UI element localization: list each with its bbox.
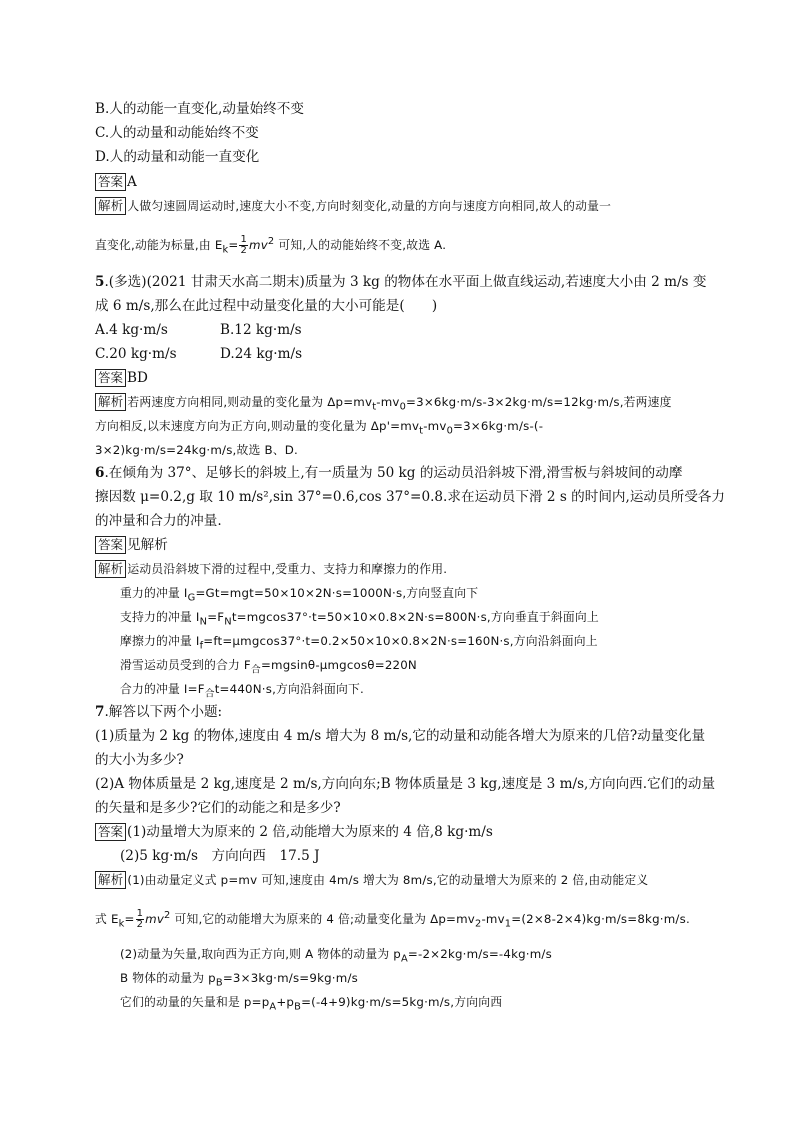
q5-option-c: C.20 kg·m/s bbox=[95, 346, 177, 362]
analysis-tag: 解析 bbox=[95, 560, 126, 578]
q4-answer-value: A bbox=[127, 174, 137, 190]
q4-analysis-line-2: 直变化,动能为标量,由 $E_k=$ $\frac{1}{2}$ $mv^2$ 可知,人的动能始终不变,故选 A. bbox=[95, 233, 447, 256]
q7-analysis-part2-line-3: 它们的动量的矢量和是 $p=p_A+p_B=(-4+9)kg\cdot m/s=5kg\cdot m/s$,方向向西 bbox=[120, 995, 503, 1013]
q5-option-d: D.24 kg·m/s bbox=[220, 346, 303, 362]
q6-analysis-net-force: 滑雪运动员受到的合力 $F_合=mgsin\theta-\mu mgcos\theta=220N$ bbox=[120, 658, 417, 676]
q5-analysis-line-2: 方向相反,以末速度方向为正方向,则动量的变化量为 $\Delta p'=mv_t-mv_0=3\times 6kg\cdot m/s-(-$ bbox=[95, 419, 544, 437]
q6-answer: 答案 见解析 bbox=[95, 535, 168, 555]
fraction-half: $\frac{1}{2}$ bbox=[240, 233, 248, 256]
question-number: 5 bbox=[95, 274, 105, 290]
analysis-tag: 解析 bbox=[95, 197, 126, 215]
answer-tag: 答案 bbox=[95, 369, 126, 387]
q6-analysis-line-1: 解析 运动员沿斜坡下滑的过程中,受重力、支持力和摩擦力的作用. bbox=[95, 559, 447, 579]
q5-option-a: A.4 kg·m/s bbox=[95, 322, 168, 338]
analysis-tag: 解析 bbox=[95, 871, 126, 889]
option-b: B.人的动能一直变化,动量始终不变 bbox=[95, 101, 304, 117]
q6-analysis-gravity: 重力的冲量 $I_G=Gt=mgt=50\times 10\times 2N\cdot s=1000N\cdot s$,方向竖直向下 bbox=[120, 586, 479, 604]
question-number: 7 bbox=[95, 704, 105, 720]
q6-analysis-normal: 支持力的冲量 $I_N=F_Nt=mgcos37^\circ\cdot t=50\times 10\times 0.8\times 2N\cdot s=800N\cdot s$,方向垂直于斜面向上 bbox=[120, 610, 599, 628]
q6-stem-line-2: 擦因数 μ=0.2,g 取 10 m/s²,sin 37°=0.6,cos 37°=0.8.求在运动员下滑 2 s 的时间内,运动员所受各力 bbox=[95, 489, 725, 505]
analysis-tag: 解析 bbox=[95, 393, 126, 411]
q7-analysis-line-1: 解析 (1)由动量定义式 p=mv 可知,速度由 4m/s 增大为 8m/s,它的动量增大为原来的 2 倍,由动能定义 bbox=[95, 870, 648, 890]
q5-stem-line-1: 5.(多选)(2021 甘肃天水高二期末)质量为 3 kg 的物体在水平面上做直线运动,若速度大小由 2 m/s 变 bbox=[95, 274, 707, 290]
q7-stem-line-4: 的矢量和是多少?它们的动能之和是多少? bbox=[95, 800, 341, 816]
q4-analysis-line-1: 解析 人做匀速圆周运动时,速度大小不变,方向时刻变化,动量的方向与速度方向相同,故人的动量一 bbox=[95, 196, 611, 216]
q7-stem-line-1: (1)质量为 2 kg 的物体,速度由 4 m/s 增大为 8 m/s,它的动量和动能各增大为原来的几倍?动量变化量 bbox=[95, 728, 706, 744]
q7-analysis-part2-line-2: B 物体的动量为 $p_B=3\times 3kg\cdot m/s=9kg\cdot m/s$ bbox=[120, 971, 358, 989]
q6-stem-line-3: 的冲量和合力的冲量. bbox=[95, 513, 222, 529]
q7-analysis-part2-line-1: (2)动量为矢量,取向西为正方向,则 A 物体的动量为 $p_A=-2\times 2kg\cdot m/s=-4kg\cdot m/s$ bbox=[120, 947, 552, 965]
question-number: 6 bbox=[95, 465, 105, 481]
answer-tag: 答案 bbox=[95, 536, 126, 554]
q7-stem-line-0: 7.解答以下两个小题: bbox=[95, 704, 223, 720]
q6-analysis-friction: 摩擦力的冲量 $I_f=ft=\mu mgcos37^\circ\cdot t=0.2\times 50\times 10\times 0.8\times 2N\cdot s=160N\cdot s$,方向沿斜面向上 bbox=[120, 634, 598, 652]
q5-stem-line-2: 成 6 m/s,那么在此过程中动量变化量的大小可能是( ) bbox=[95, 298, 438, 314]
q6-analysis-net-impulse: 合力的冲量 $I=F_合t=440N\cdot s$,方向沿斜面向下. bbox=[120, 682, 364, 700]
answer-tag: 答案 bbox=[95, 173, 126, 191]
q5-analysis-line-3: 3×2)kg·m/s=24kg·m/s,故选 B、D. bbox=[95, 443, 298, 457]
fraction-half: $\frac{1}{2}$ bbox=[136, 907, 144, 930]
q4-answer bbox=[95, 172, 137, 192]
q5-option-b: B.12 kg·m/s bbox=[220, 322, 302, 338]
q7-stem-line-3: (2)A 物体质量是 2 kg,速度是 2 m/s,方向向东;B 物体质量是 3 kg,速度是 3 m/s,方向向西.它们的动量 bbox=[95, 776, 716, 792]
answer-tag: 答案 bbox=[95, 823, 126, 841]
q5-options-row-1 bbox=[95, 320, 302, 340]
q7-stem-line-2: 的大小为多少? bbox=[95, 752, 184, 768]
option-c: C.人的动量和动能始终不变 bbox=[95, 125, 259, 141]
option-d: D.人的动量和动能一直变化 bbox=[95, 149, 260, 165]
q5-analysis-line-1: 解析 若两速度方向相同,则动量的变化量为 $\Delta p=mv_t-mv_0=3\times 6kg\cdot m/s-3\times 2kg\cdot m/s=12kg\cdot m/s$,若两速度 bbox=[95, 392, 672, 417]
q7-answer-line-1: 答案 (1)动量增大为原来的 2 倍,动能增大为原来的 4 倍,8 kg·m/s bbox=[95, 822, 493, 842]
q6-stem-line-1: 6.在倾角为 37°、足够长的斜坡上,有一质量为 50 kg 的运动员沿斜坡下滑,滑雪板与斜坡间的动摩 bbox=[95, 465, 683, 481]
q5-answer: 答案 BD bbox=[95, 368, 148, 388]
q5-options-row-2 bbox=[95, 344, 302, 364]
q7-answer-line-2: (2)5 kg·m/s 方向向西 17.5 J bbox=[120, 848, 320, 864]
q7-analysis-line-2: 式 $E_k=$ $\frac{1}{2}$ $mv^2$ 可知,它的动能增大为原来的 4 倍;动量变化量为 $\Delta p=mv_2-mv_1=(2\times 8-2\times 4)kg\cdot m/s=8kg\cdot m/s$. bbox=[95, 907, 690, 930]
